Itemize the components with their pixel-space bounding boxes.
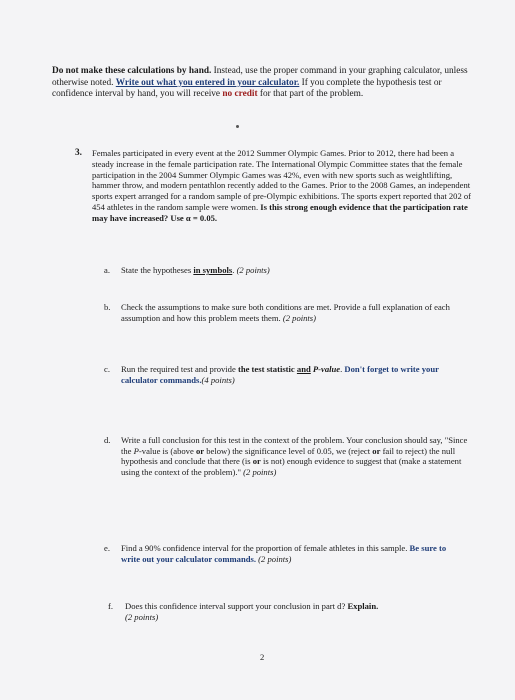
- part-d-p: P: [133, 445, 139, 456]
- instructions-text-1: Instead, use the proper command in your graphing calculator, unless otherwise noted.: [52, 66, 468, 88]
- page-number: 2: [260, 652, 265, 662]
- part-a-text: [121, 265, 270, 276]
- part-d-t5: is not) enough evidence to suggest that (make a statement using the context of the problem).": [121, 456, 462, 477]
- alpha-value: α = 0.05.: [183, 212, 218, 223]
- part-e-points: (2 points): [256, 553, 292, 564]
- part-e-text: [121, 543, 451, 564]
- question-body: Females participated in every event at the 2012 Summer Olympic Games. Prior to 2012, there had been a steady increase in the female participation rate. The International Olympic Committee states that the female participation in the 2004 Summer Olympic Games was 42%, even with new sports such as weightlifting, hammer throw, and modern pentathlon recently added to the Games. Prior to the 2008 Games, an independent sports expert arranged for a random sample of pre-Olympic exhibitions. The sports expert reported that 202 of 454 athletes in the random sample were women.: [92, 148, 472, 212]
- part-d-or-3: or: [252, 456, 261, 467]
- instructions-text-2: If you complete the hypothesis test or confidence interval by hand, you will receive: [52, 77, 442, 100]
- part-f-text: [125, 601, 465, 622]
- part-d-or-2: or: [372, 445, 381, 456]
- part-c-and: and: [296, 364, 311, 374]
- part-a-letter: a.: [104, 265, 110, 275]
- part-d-points: (2 points): [240, 466, 277, 477]
- part-a-points: (2 points): [234, 265, 270, 275]
- part-b-points: (2 points): [280, 312, 317, 323]
- part-e-calculator-note: Be sure to write out your calculator commands.: [121, 543, 447, 564]
- question-number: 3.: [75, 148, 82, 158]
- instructions-lead: Do not make these calculations by hand.: [52, 66, 212, 76]
- instructions-paragraph: [52, 66, 472, 101]
- part-b-t1: Check the assumptions to make sure both conditions are met. Provide a full explanation of each assumption and how this problem meets them.: [121, 302, 450, 323]
- part-d-text: [121, 435, 475, 477]
- part-f-letter: f.: [108, 601, 114, 611]
- part-c-pvalue: P-value: [310, 364, 341, 374]
- part-b-letter: b.: [104, 302, 111, 312]
- part-c-t1: Run the required test and provide: [121, 364, 238, 374]
- part-d-or-1: or: [195, 445, 205, 456]
- part-f-t1: Does this confidence interval support your conclusion in part d?: [125, 601, 348, 611]
- part-c-text: [121, 364, 471, 385]
- part-c-letter: c.: [104, 364, 110, 374]
- part-e-letter: e.: [104, 543, 110, 553]
- instructions-text-3: for that part of the problem.: [257, 89, 364, 100]
- part-d-t4: fail to reject) the null hypothesis and conclude that there (is: [121, 445, 456, 467]
- question-text: [92, 148, 474, 223]
- part-a-t1: State the hypotheses: [121, 265, 194, 275]
- question-bold: Is this strong enough evidence that the participation rate may have increased? Use: [92, 201, 468, 223]
- part-e-t1: Find a 90% confidence interval for the proportion of female athletes in this sample.: [121, 543, 410, 553]
- part-d-letter: d.: [104, 435, 111, 445]
- instructions-underlined: Write out what you entered in your calculator.: [115, 77, 300, 88]
- part-d-t1: Write a full conclusion for this test in the context of the problem. Your conclusion should say, "Since the: [121, 435, 468, 456]
- part-d-t3: below) the significance level of 0.05, we (reject: [204, 445, 373, 456]
- part-d-t2: -value is (above: [138, 445, 196, 456]
- part-a-underlined: in symbols: [193, 265, 233, 275]
- part-f-points: (2 points): [125, 611, 159, 622]
- part-c-test-statistic: the test statistic: [237, 364, 297, 374]
- part-a-t2: .: [232, 265, 235, 275]
- part-f-explain: Explain.: [347, 601, 379, 611]
- part-c-t2: .: [340, 364, 345, 374]
- part-c-calculator-note: Don't forget to write your calculator commands.: [121, 364, 439, 385]
- part-c-points: (4 points): [201, 374, 235, 385]
- stray-dot: [236, 125, 239, 128]
- no-credit-text: no credit: [222, 89, 258, 100]
- part-b-text: [121, 302, 466, 323]
